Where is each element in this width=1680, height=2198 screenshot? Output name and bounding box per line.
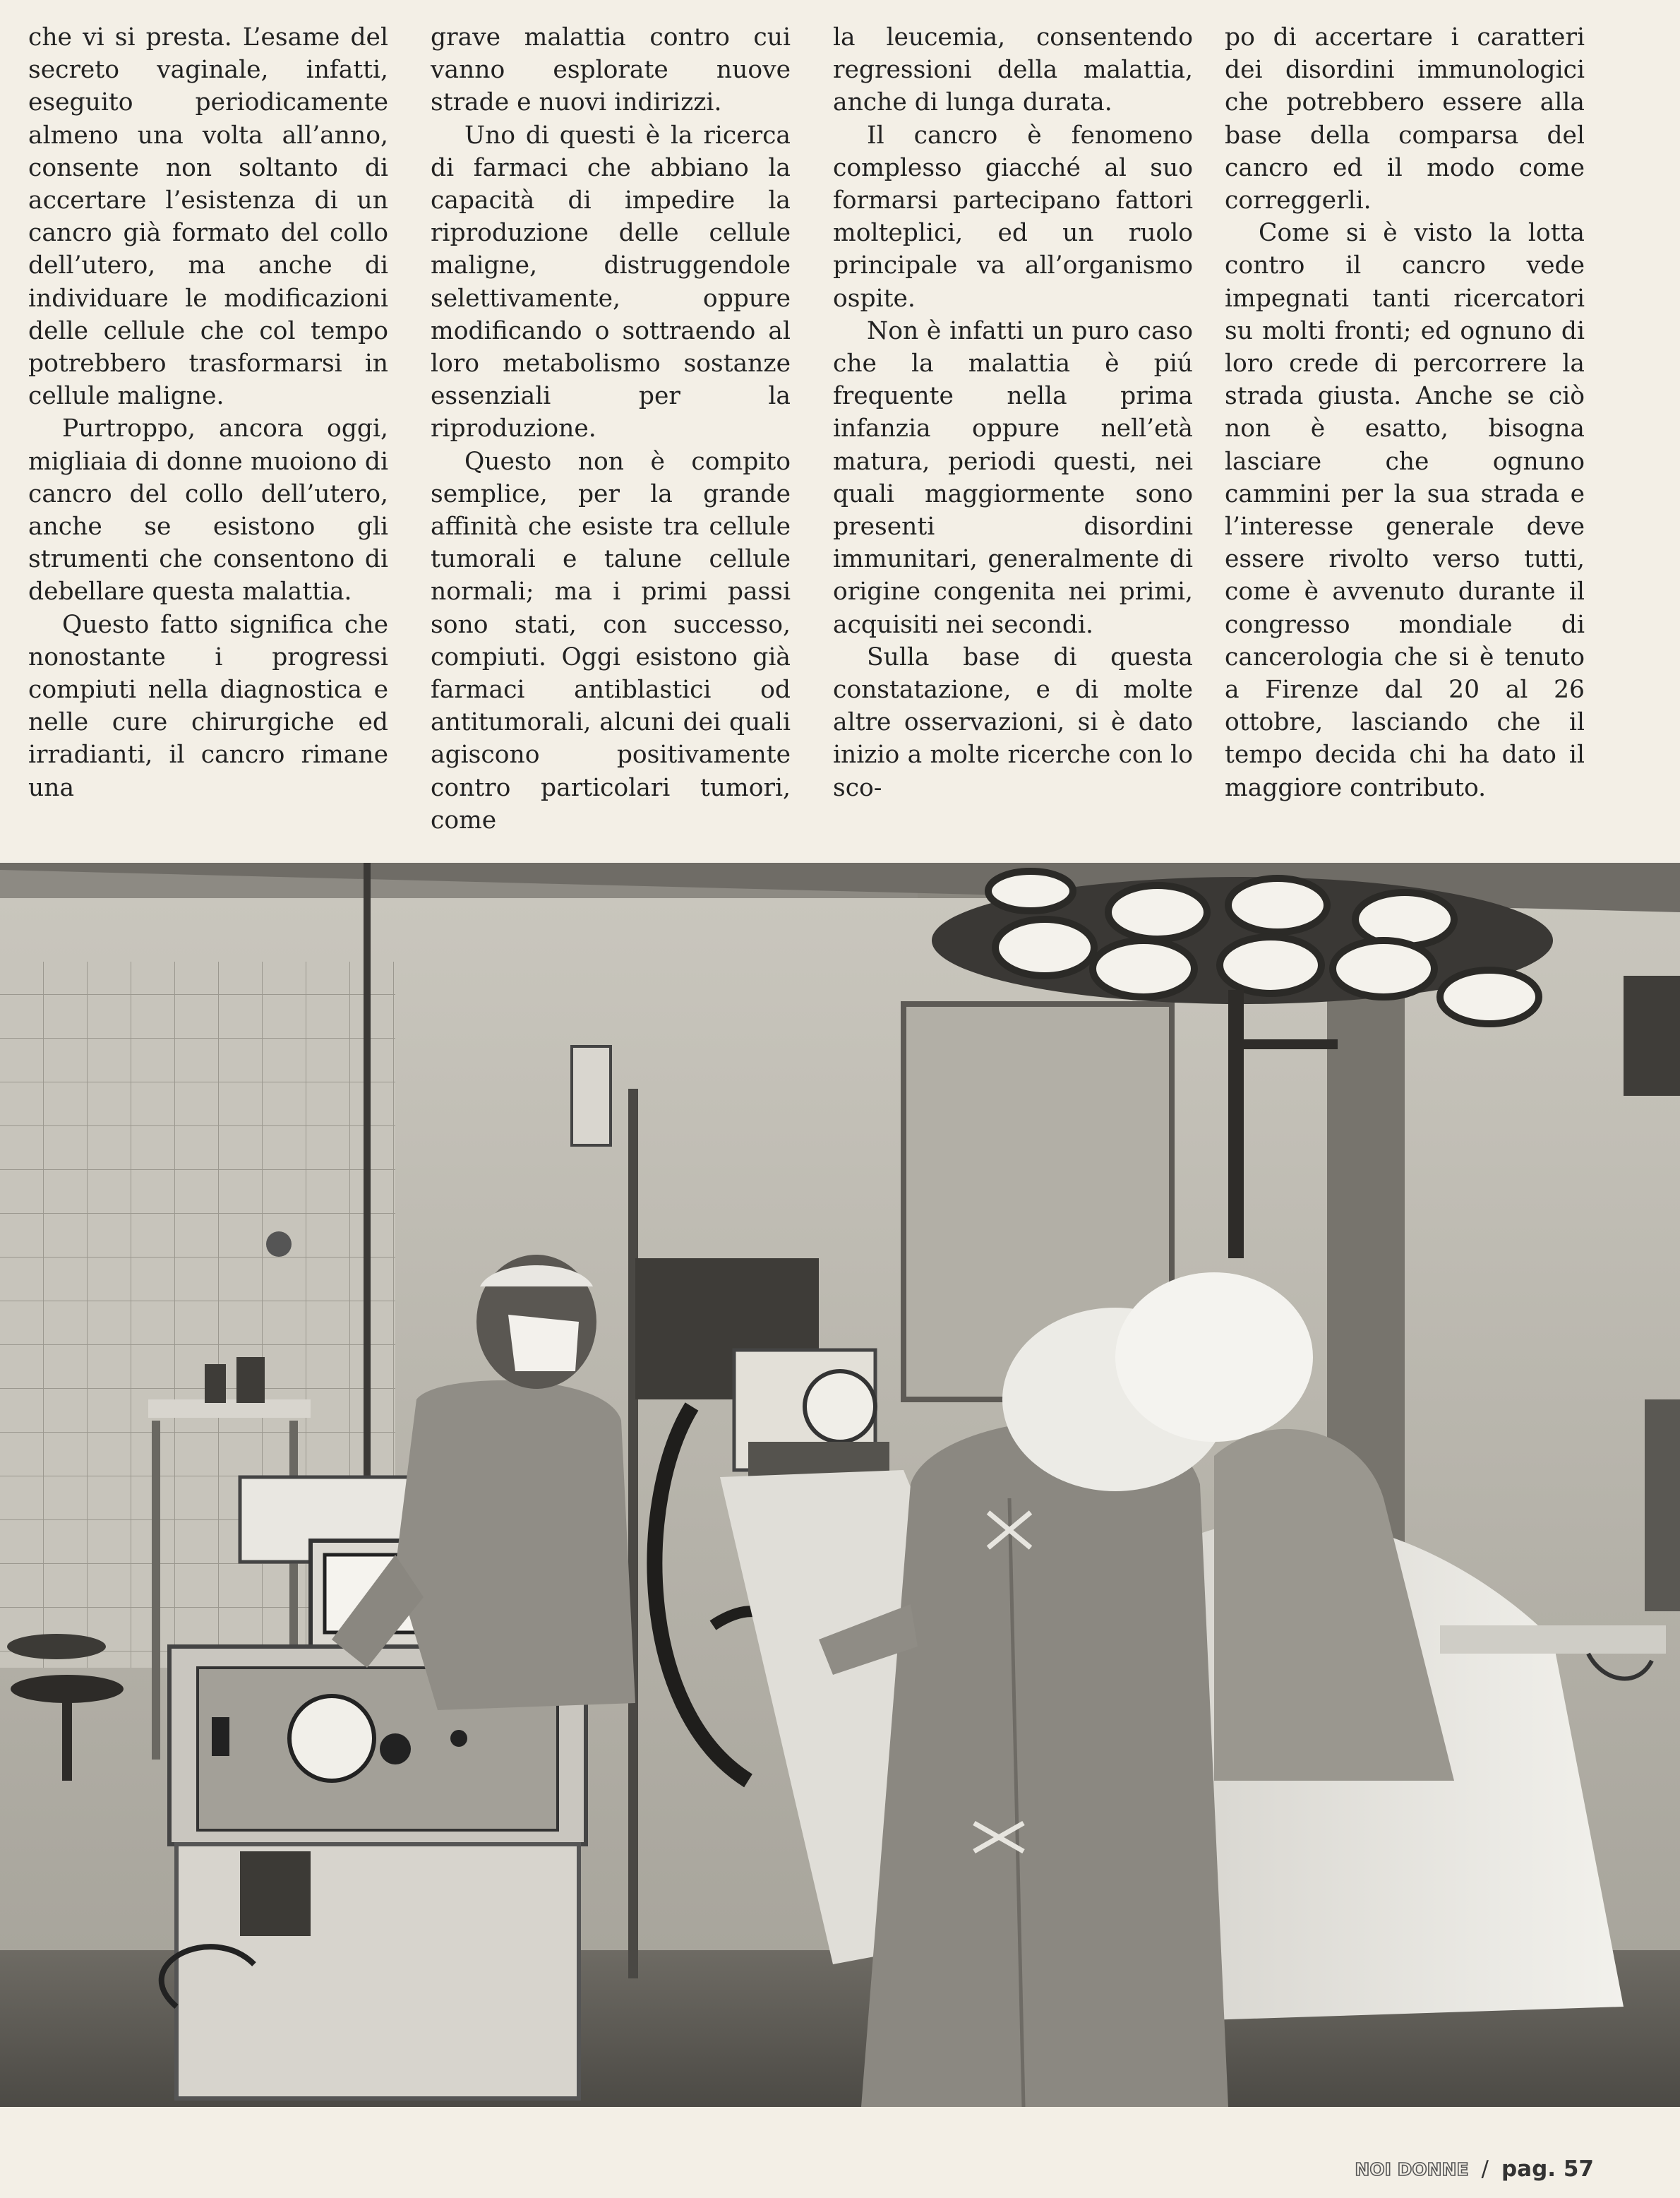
article-column-3 <box>833 21 1193 802</box>
article-column-2 <box>431 21 791 835</box>
article-paragraph: Purtroppo, ancora oggi, migliaia di donne muoiono di cancro del collo dell’utero, anche se esistono gli strumenti che consentono di debellare questa malattia. <box>28 414 388 607</box>
article-paragraph: Come si è visto la lotta contro il cancro vede impegnati tanti ricercatori su molti fronti; ed ognuno di loro crede di percorrere la strada giusta. Anche se ciò non è esatto, bisogna lasciare che ognuno cammini per la sua strada e l’interesse generale deve essere rivolto verso tutti, come è avvenuto durante il congresso mondiale di cancerologia che si è tenuto a Firenze dal 20 al 26 ottobre, lasciando che il tempo decida chi ha dato il maggiore contributo. <box>1225 219 1585 802</box>
article-paragraph: Sulla base di questa constatazione, e di molte altre osservazioni, si è dato inizio a molte ricerche con lo sco- <box>833 643 1193 802</box>
magazine-logo: NOI DONNE <box>1355 2158 1469 2180</box>
article-paragraph: grave malattia contro cui vanno esplorate nuove strade e nuovi indirizzi. <box>431 23 791 117</box>
article-paragraph: Uno di questi è la ricerca di farmaci che abbiano la capacità di impedire la riproduzione delle cellule maligne, distruggendole selettivamente, oppure modificando o sottraendo al loro metabolismo sostanze essenziali per la riproduzione. <box>431 121 791 443</box>
footer-separator: / <box>1481 2156 1489 2182</box>
article-paragraph: Non è infatti un puro caso che la malattia è piú frequente nella prima infanzia oppure nell’età matura, periodi questi, nei quali maggiormente sono presenti disordini immunitari, generalmente di origine congenita nei primi, acquisiti nei secondi. <box>833 316 1193 639</box>
article-column-4 <box>1225 21 1585 802</box>
page-footer <box>1355 2154 1594 2185</box>
article-paragraph: po di accertare i caratteri dei disordini immunologici che potrebbero essere alla base della comparsa del cancro ed il modo come correggerli. <box>1225 23 1585 215</box>
page-number: pag. 57 <box>1501 2156 1594 2182</box>
article-column-1 <box>28 21 388 802</box>
article-paragraph: la leucemia, consentendo regressioni della malattia, anche di lunga durata. <box>833 23 1193 117</box>
operating-room-photo <box>0 863 1680 2107</box>
article-paragraph: che vi si presta. L’esame del secreto vaginale, infatti, eseguito periodicamente almeno una volta all’anno, consente non soltanto di accertare l’esistenza di un cancro già formato del collo dell’utero, ma anche di individuare le modificazioni delle cellule che col tempo potrebbero trasformarsi in cellule maligne. <box>28 23 388 411</box>
article-columns <box>28 21 1652 835</box>
article-paragraph: Il cancro è fenomeno complesso giacché al suo formarsi partecipano fattori molteplici, ed un ruolo principale va all’organismo ospite. <box>833 121 1193 313</box>
article-paragraph: Questo fatto significa che nonostante i progressi compiuti nella diagnostica e nelle cure chirurgiche ed irradianti, il cancro rimane una <box>28 610 388 802</box>
article-paragraph: Questo non è compito semplice, per la grande affinità che esiste tra cellule tumorali e talune cellule normali; ma i primi passi sono stati, con successo, compiuti. Oggi esistono già farmaci antiblastici od antitumorali, alcuni dei quali agiscono positivamente contro particolari tumori, come <box>431 447 791 835</box>
operating-room-illustration <box>0 863 1680 2107</box>
